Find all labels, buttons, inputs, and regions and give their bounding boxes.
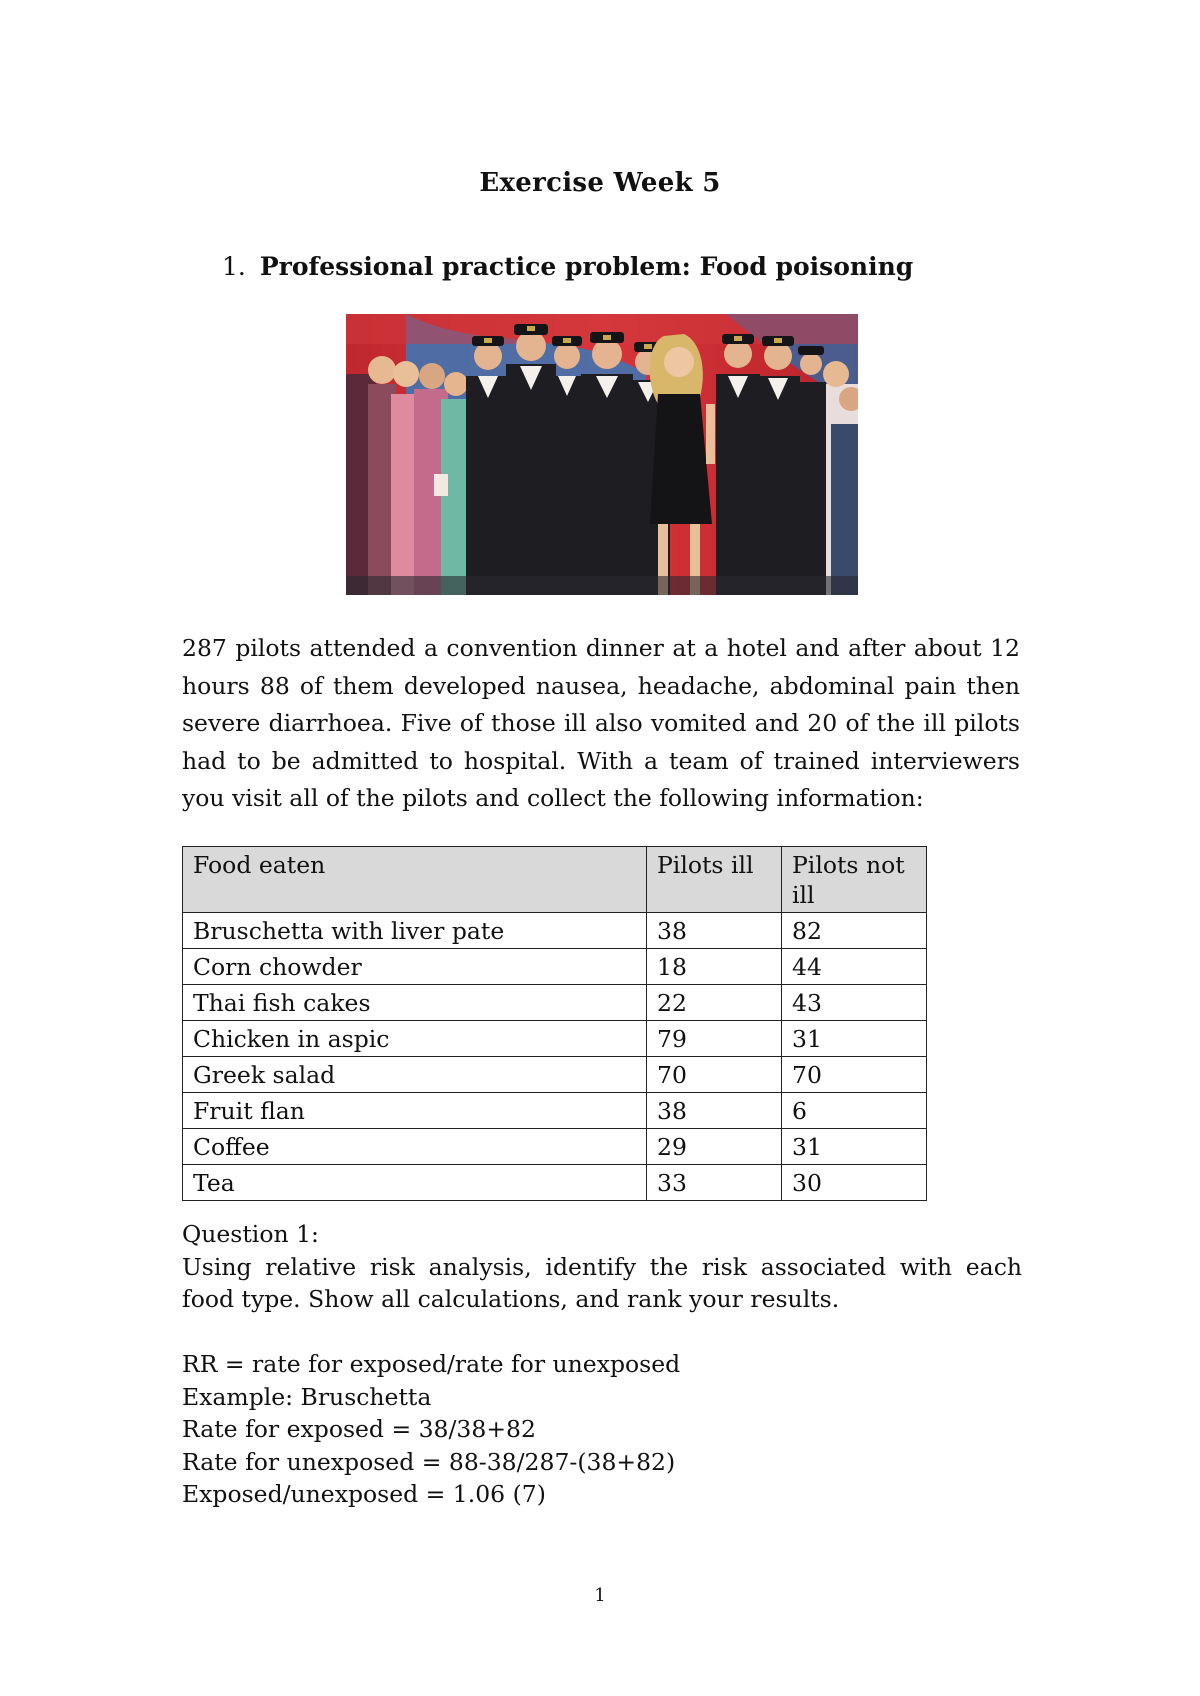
cell-ill: 70 — [647, 1057, 782, 1093]
calculation-block — [182, 1348, 1022, 1511]
cell-not-ill: 6 — [782, 1093, 927, 1129]
cell-food: Coffee — [183, 1129, 647, 1165]
cell-not-ill: 30 — [782, 1165, 927, 1201]
cell-not-ill: 31 — [782, 1021, 927, 1057]
table-row — [183, 1057, 927, 1093]
cell-ill: 33 — [647, 1165, 782, 1201]
cell-ill: 29 — [647, 1129, 782, 1165]
cell-ill: 22 — [647, 985, 782, 1021]
cell-food: Bruschetta with liver pate — [183, 913, 647, 949]
cell-not-ill: 43 — [782, 985, 927, 1021]
section-heading-text: Professional practice problem: Food poisoning — [259, 252, 914, 281]
section-number: 1. — [222, 252, 246, 281]
cell-not-ill: 70 — [782, 1057, 927, 1093]
table-header-row — [183, 847, 927, 913]
cell-not-ill: 31 — [782, 1129, 927, 1165]
calc-line: Rate for unexposed = 88-38/287-(38+82) — [182, 1447, 676, 1476]
cell-food: Thai fish cakes — [183, 985, 647, 1021]
table-row — [183, 985, 927, 1021]
header-pilots-not-ill: Pilots not ill — [782, 847, 927, 913]
header-pilots-ill: Pilots ill — [647, 847, 782, 913]
page-title: Exercise Week 5 — [479, 168, 721, 198]
question-body: Using relative risk analysis, identify the risk associated with each food type. Show all calculations, and rank your results. — [182, 1252, 1022, 1313]
pilots-photo — [346, 314, 858, 595]
cell-food: Fruit flan — [183, 1093, 647, 1129]
cell-food: Chicken in aspic — [183, 1021, 647, 1057]
cell-food: Greek salad — [183, 1057, 647, 1093]
cell-not-ill: 82 — [782, 913, 927, 949]
table-row — [183, 1165, 927, 1201]
table-row — [183, 913, 927, 949]
section-heading — [222, 252, 913, 281]
table-row — [183, 1129, 927, 1165]
cell-food: Corn chowder — [183, 949, 647, 985]
page-number: 1 — [594, 1585, 606, 1606]
header-food-eaten: Food eaten — [183, 847, 647, 913]
cell-ill: 38 — [647, 1093, 782, 1129]
cell-ill: 79 — [647, 1021, 782, 1057]
food-table — [182, 846, 927, 1201]
cell-food: Tea — [183, 1165, 647, 1201]
cell-ill: 38 — [647, 913, 782, 949]
calc-line: Exposed/unexposed = 1.06 (7) — [182, 1480, 546, 1508]
intro-paragraph: 287 pilots attended a convention dinner at a hotel and after about 12 hours 88 of them developed nausea, headache, abdominal pain then severe diarrhoea. Five of those ill also vomited and 20 of the ill pilots had to be admitted to hospital. With a team of trained interviewers you visit all of the pilots and collect the following information: — [182, 634, 1020, 812]
calc-line: RR = rate for exposed/rate for unexposed — [182, 1350, 681, 1378]
question-block — [182, 1218, 1022, 1316]
cell-ill: 18 — [647, 949, 782, 985]
table-row — [183, 1021, 927, 1057]
calc-line: Rate for exposed = 38/38+82 — [182, 1415, 536, 1443]
calc-line: Example: Bruschetta — [182, 1382, 432, 1411]
table-row — [183, 949, 927, 985]
cell-not-ill: 44 — [782, 949, 927, 985]
table-row — [183, 1093, 927, 1129]
question-title: Question 1: — [182, 1220, 319, 1248]
